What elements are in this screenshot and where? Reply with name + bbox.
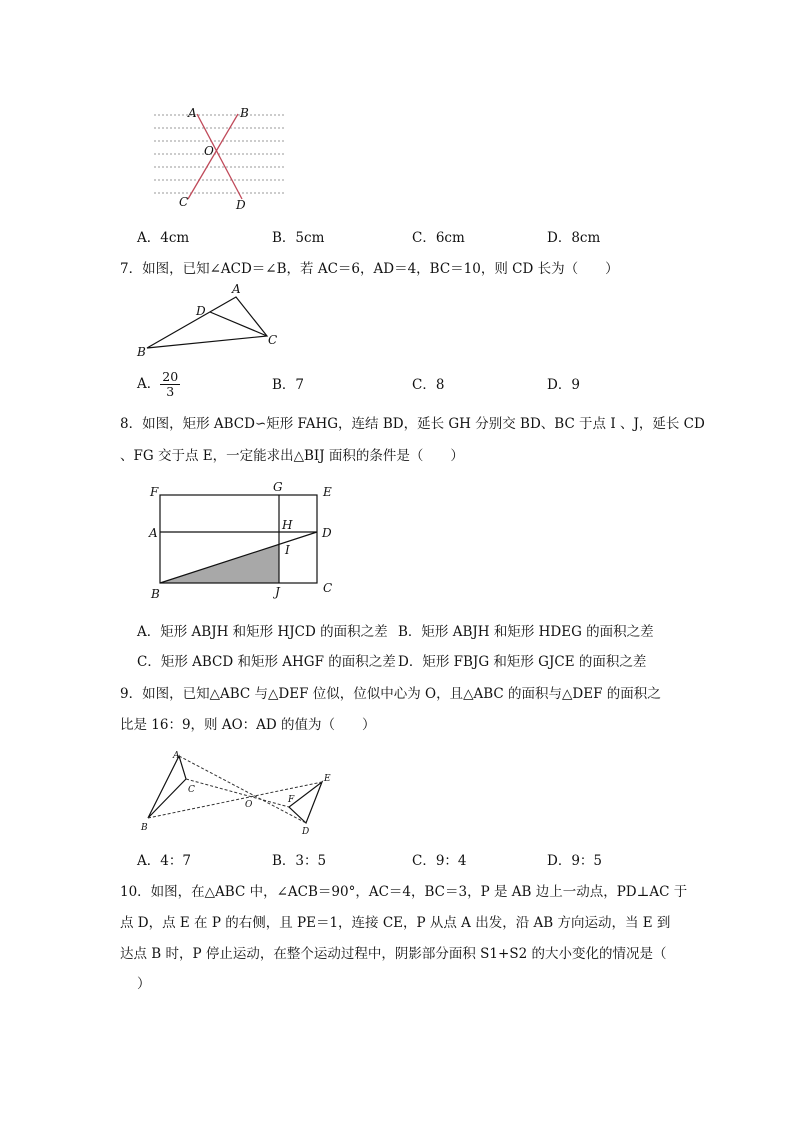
label-c: C (323, 581, 333, 595)
q7-option-a[interactable] (137, 370, 180, 399)
q7-option-b[interactable]: B．7 (272, 377, 305, 393)
q6-option-c[interactable]: C．6cm (412, 230, 465, 246)
label-i: I (285, 543, 290, 557)
q7-option-a-prefix: A． (137, 376, 161, 392)
label-b: B (141, 823, 148, 833)
q7-figure (134, 282, 284, 362)
q6-option-a[interactable]: A．4cm (137, 230, 190, 246)
fraction-numerator: 20 (162, 369, 179, 384)
label-j: J (275, 585, 280, 599)
q8-figure (145, 478, 345, 606)
q10-stem-line-2: 点 D，点 E 在 P 的右侧，且 PE＝1，连接 CE，P 从点 A 出发，沿 AB 方向运动，当 E 到 (120, 915, 671, 931)
q8-option-b[interactable]: B．矩形 ABJH 和矩形 HDEG 的面积之差 (398, 624, 654, 640)
label-d: D (196, 304, 206, 318)
label-d: D (322, 526, 332, 540)
q8-option-d[interactable]: D．矩形 FBJG 和矩形 GJCE 的面积之差 (398, 654, 647, 670)
label-c: C (188, 785, 195, 795)
q9-stem-line-2: 比是 16：9，则 AO：AD 的值为（ ） (120, 717, 376, 733)
label-e: E (324, 774, 331, 784)
label-o: O (245, 800, 253, 810)
label-o: O (204, 144, 214, 158)
q10-stem-line-4: ） (137, 976, 151, 992)
q8-option-a[interactable]: A．矩形 ABJH 和矩形 HJCD 的面积之差 (137, 624, 388, 640)
q8-option-c[interactable]: C．矩形 ABCD 和矩形 AHGF 的面积之差 (137, 654, 396, 670)
label-f: F (150, 485, 159, 499)
label-d: D (302, 827, 310, 837)
dashed-line-cf (186, 779, 289, 807)
label-b: B (137, 345, 146, 359)
q7-option-d[interactable]: D．9 (547, 377, 580, 393)
dashed-line-be (148, 782, 322, 818)
q8-stem-line-1: 8．如图，矩形 ABCD∽矩形 FAHG，连结 BD，延长 GH 分别交 BD、BC 于点 I 、J，延长 CD (120, 416, 705, 432)
q7-option-c[interactable]: C．8 (412, 377, 445, 393)
label-b: B (240, 106, 249, 120)
segment-cd (210, 312, 267, 336)
q7-stem: 7．如图，已知∠ACD＝∠B，若 AC＝6，AD＝4，BC＝10，则 CD 长为（ ） (120, 261, 619, 277)
label-a: A (188, 106, 197, 120)
q6-option-d[interactable]: D．8cm (547, 230, 601, 246)
q9-option-a[interactable]: A．4：7 (137, 853, 191, 869)
label-e: E (323, 485, 332, 499)
label-d: D (236, 198, 246, 212)
q6-figure (150, 105, 290, 215)
q8-stem-line-2: 、FG 交于点 E，一定能求出△BIJ 面积的条件是（ ） (120, 448, 464, 464)
label-c: C (179, 195, 189, 209)
label-g: G (273, 480, 283, 494)
label-a: A (173, 751, 180, 761)
q9-stem-line-1: 9．如图，已知△ABC 与△DEF 位似，位似中心为 O，且△ABC 的面积与△DEF 的面积之 (120, 686, 661, 702)
label-a: A (232, 282, 241, 296)
q9-option-d[interactable]: D．9：5 (547, 853, 603, 869)
triangle-abc (148, 756, 186, 818)
fraction-denominator: 3 (166, 384, 175, 399)
q9-option-c[interactable]: C．9：4 (412, 853, 467, 869)
fraction (160, 370, 180, 399)
label-f: F (288, 795, 295, 805)
label-h: H (282, 518, 293, 532)
triangle-abc (147, 297, 267, 348)
q10-stem-line-3: 达点 B 时，P 停止运动，在整个运动过程中，阴影部分面积 S1+S2 的大小变化的情况是（ (120, 946, 667, 962)
q9-option-b[interactable]: B．3：5 (272, 853, 327, 869)
q10-stem-line-1: 10．如图，在△ABC 中，∠ACB＝90°，AC＝4，BC＝3，P 是 AB 边上一动点，PD⊥AC 于 (120, 884, 688, 900)
q9-figure (136, 745, 346, 840)
label-c: C (268, 333, 278, 347)
label-b: B (151, 587, 160, 601)
label-a: A (149, 526, 158, 540)
q6-option-b[interactable]: B．5cm (272, 230, 325, 246)
